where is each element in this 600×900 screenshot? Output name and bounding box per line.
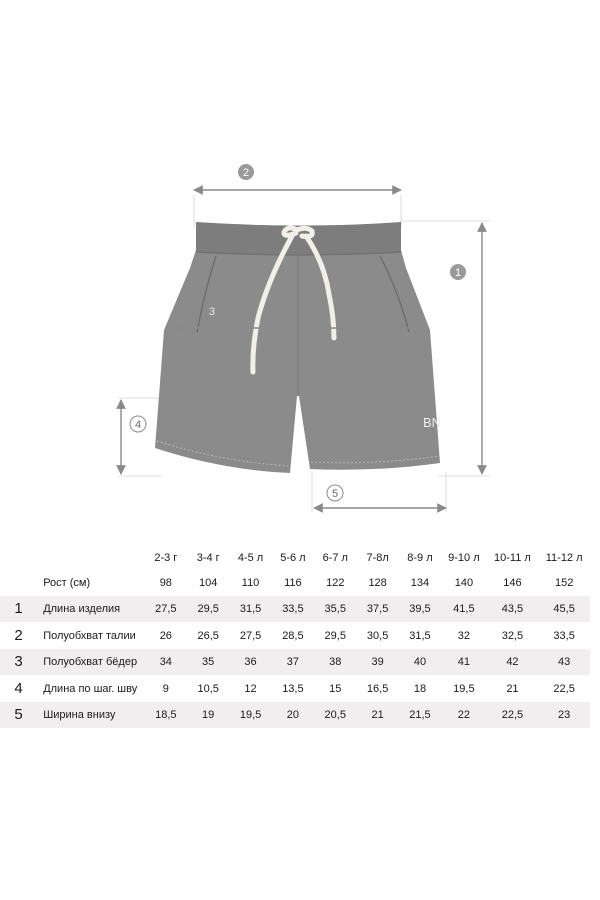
measurement-value: 12 xyxy=(244,683,257,695)
row-number: 1 xyxy=(0,596,37,623)
row-number xyxy=(0,570,37,596)
measurement-value: 27,5 xyxy=(145,596,187,623)
measurement-value: 37 xyxy=(272,649,314,676)
size-header-row xyxy=(0,546,590,570)
measurement-label: Полуобхват талии xyxy=(43,630,136,642)
measurement-value: 140 xyxy=(454,577,474,589)
row-number: 3 xyxy=(0,649,37,676)
svg-text:4: 4 xyxy=(134,419,142,431)
table-row xyxy=(0,676,590,703)
measurement-value: 19,5 xyxy=(229,702,271,729)
measurement-value: 23 xyxy=(538,702,590,729)
measurement-value: 13,5 xyxy=(282,683,304,695)
measurement-value: 10,5 xyxy=(197,683,219,695)
measurement-value: 21,5 xyxy=(399,702,441,729)
measurement-value: 36 xyxy=(229,649,271,676)
measurement-value: 39 xyxy=(356,649,398,676)
marker-3 xyxy=(209,306,215,318)
measurement-value: 31,5 xyxy=(409,630,431,642)
measurement-value: 20,5 xyxy=(314,702,356,729)
measurement-value: 32,5 xyxy=(501,630,524,642)
measurement-value: 19 xyxy=(187,702,229,729)
size-header: 9-10 л xyxy=(448,552,480,564)
measurement-value: 21 xyxy=(506,683,519,695)
size-header: 5-6 л xyxy=(280,552,306,564)
measurement-value: 33,5 xyxy=(553,630,575,642)
measurement-value: 27,5 xyxy=(239,630,262,642)
size-header: 3-4 г xyxy=(196,552,220,564)
table-row xyxy=(0,596,590,623)
marker-1 xyxy=(450,264,466,280)
size-chart-table xyxy=(0,546,590,729)
measurement-value: 40 xyxy=(399,649,441,676)
shorts-drawing xyxy=(155,222,441,473)
measurement-value: 110 xyxy=(241,577,260,589)
measurement-value: 35,5 xyxy=(314,596,356,623)
measurement-value: 26,5 xyxy=(197,630,219,642)
marker-2 xyxy=(238,164,254,180)
measurement-label: Рост (см) xyxy=(43,577,91,589)
measurement-value: 122 xyxy=(326,577,345,589)
measurement-value: 41 xyxy=(441,649,486,676)
table-row xyxy=(0,702,590,729)
size-header: 6-7 л xyxy=(322,552,348,564)
measurement-value: 128 xyxy=(368,577,387,589)
measurement-value: 22,5 xyxy=(553,683,575,695)
measurement-label: Длина изделия xyxy=(37,596,144,623)
size-header: 7-8л xyxy=(366,552,389,564)
size-header: 11-12 л xyxy=(545,552,583,564)
row-number: 4 xyxy=(14,680,23,697)
measurement-value: 29,5 xyxy=(324,630,346,642)
measurement-value: 146 xyxy=(503,577,522,589)
table-row xyxy=(0,623,590,650)
measurement-value: 42 xyxy=(487,649,539,676)
measurement-value: 45,5 xyxy=(538,596,590,623)
measurement-value: 32 xyxy=(457,630,470,642)
measurement-value: 152 xyxy=(554,577,574,589)
measurement-value: 21 xyxy=(356,702,398,729)
measurement-value: 22,5 xyxy=(487,702,539,729)
measurement-value: 29,5 xyxy=(187,596,229,623)
table-row xyxy=(0,570,590,596)
measurement-value: 116 xyxy=(284,577,302,589)
svg-text:2: 2 xyxy=(242,167,250,179)
measurement-value: 9 xyxy=(162,683,169,695)
size-header: 8-9 л xyxy=(407,552,433,564)
measurement-value: 18 xyxy=(413,683,427,695)
measurement-value: 19,5 xyxy=(453,683,475,695)
svg-text:5: 5 xyxy=(331,488,339,500)
measurement-value: 31,5 xyxy=(229,596,271,623)
marker-5 xyxy=(327,485,343,501)
measurement-value: 33,5 xyxy=(272,596,314,623)
measurement-value: 39,5 xyxy=(399,596,441,623)
measurement-value: 30,5 xyxy=(366,630,389,642)
measurement-value: 28,5 xyxy=(282,630,304,642)
size-header: 4-5 л xyxy=(237,552,264,564)
measurement-label: Полуобхват бёдер xyxy=(37,649,144,676)
svg-text:1: 1 xyxy=(454,267,462,279)
measurement-value: 20 xyxy=(272,702,314,729)
measurement-value: 15 xyxy=(329,683,342,695)
row-number: 2 xyxy=(14,627,23,644)
measurement-value: 22 xyxy=(441,702,486,729)
table-row xyxy=(0,649,590,676)
size-header: 10-11 л xyxy=(494,552,531,564)
measurement-value: 134 xyxy=(410,577,430,589)
measurement-value: 34 xyxy=(145,649,187,676)
row-number: 5 xyxy=(0,702,37,729)
measurement-value: 16,5 xyxy=(366,683,389,695)
measurement-value: 35 xyxy=(187,649,229,676)
measurement-value: 26 xyxy=(159,630,172,642)
measurement-label: Длина по шаг. шву xyxy=(43,683,138,695)
measurement-value: 41,5 xyxy=(441,596,486,623)
marker-4 xyxy=(130,416,146,432)
measurement-value: 98 xyxy=(159,577,172,589)
measurement-label: Ширина внизу xyxy=(37,702,144,729)
corner-cell xyxy=(0,546,145,570)
measurement-value: 18,5 xyxy=(145,702,187,729)
svg-text:3: 3 xyxy=(208,306,216,318)
brand-logo: BN xyxy=(423,415,442,430)
measurement-value: 38 xyxy=(314,649,356,676)
measurement-value: 43,5 xyxy=(487,596,539,623)
measurement-value: 43 xyxy=(538,649,590,676)
size-header: 2-3 г xyxy=(154,552,178,564)
measurement-value: 104 xyxy=(199,577,218,589)
measurement-value: 37,5 xyxy=(356,596,398,623)
